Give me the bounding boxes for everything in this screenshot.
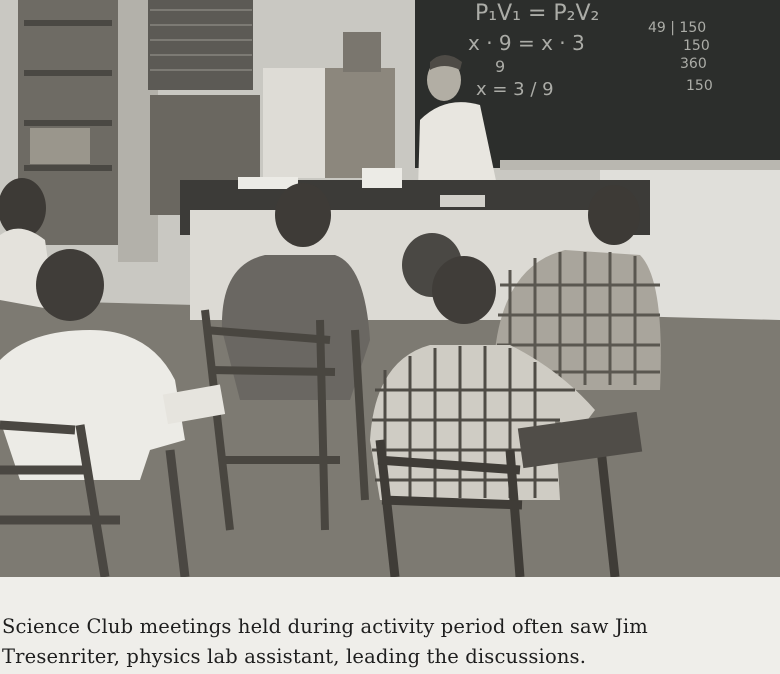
chalk-tray [500, 160, 780, 170]
caption-line-1: Science Club meetings held during activity period often saw Jim [2, 615, 648, 638]
caption-line-2: Tresenriter, physics lab assistant, leading the discussions. [2, 645, 587, 668]
blackboard-line-1: P₁V₁ = P₂V₂ [475, 1, 600, 26]
window [148, 0, 253, 90]
cabinet [263, 68, 333, 178]
photo-caption [2, 612, 778, 672]
blackboard-line-4: x = 3 / 9 [476, 79, 554, 100]
blackboard-line-8: 150 [686, 78, 713, 94]
blackboard-line-7: 360 [680, 56, 707, 72]
blackboard-line-2: x · 9 = x · 3 [468, 31, 585, 55]
blackboard-line-5: 49 | 150 [648, 20, 707, 36]
blackboard-line-6: 150 [683, 38, 710, 54]
blackboard-line-3: 9 [495, 57, 506, 76]
